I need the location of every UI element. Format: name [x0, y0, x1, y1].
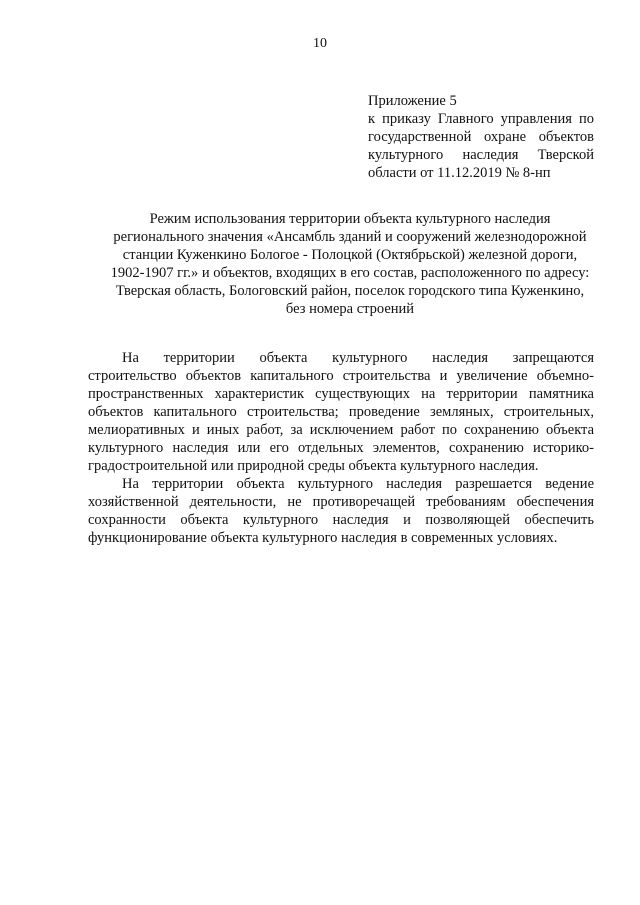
title-line: регионального значения «Ансамбль зданий и сооружений железнодорожной — [113, 229, 587, 245]
document-title — [80, 210, 620, 318]
paragraph-prohibitions — [88, 349, 594, 475]
appendix-line: области от 11.12.2019 № 8-нп — [368, 165, 551, 181]
body-line: сохранности объекта культурного наследия и позволяющей обеспечить — [88, 512, 594, 528]
body-line: объектов капитального строительства; проведение земляных, строительных, — [88, 404, 594, 420]
body-line: функционирование объекта культурного наследия в современных условиях. — [88, 530, 558, 546]
body-line: градостроительной или природной среды объекта культурного наследия. — [88, 458, 539, 474]
title-line: станции Куженкино Бологое - Полоцкой (Октябрьской) железной дороги, — [122, 247, 578, 263]
document-body — [88, 349, 594, 547]
appendix-line: к приказу Главного управления по — [368, 111, 594, 127]
body-line: строительство объектов капитального строительства и увеличение объемно- — [88, 368, 594, 384]
body-line: На территории объекта культурного наследия разрешается ведение — [122, 476, 594, 492]
title-line: Тверская область, Бологовский район, поселок городского типа Куженкино, — [115, 283, 585, 299]
body-line: хозяйственной деятельности, не противоречащей требованиям обеспечения — [88, 494, 594, 510]
appendix-line: культурного наследия Тверской — [368, 147, 594, 163]
title-line: без номера строений — [285, 301, 415, 317]
body-line: На территории объекта культурного наследия запрещаются — [122, 350, 594, 366]
paragraph-permissions — [88, 475, 594, 547]
appendix-line: Приложение 5 — [368, 93, 457, 109]
body-line: культурного наследия или его отдельных элементов, сохранению историко- — [88, 440, 594, 456]
title-line: Режим использования территории объекта культурного наследия — [149, 211, 551, 227]
page-number: 10 — [313, 36, 327, 51]
body-line: пространственных характеристик существующих на территории памятника — [88, 386, 594, 402]
body-line: мелиоративных и иных работ, за исключением работ по сохранению объекта — [88, 422, 594, 438]
title-line: 1902-1907 гг.» и объектов, входящих в его состав, расположенного по адресу: — [110, 265, 590, 281]
appendix-line: государственной охране объектов — [368, 129, 594, 145]
appendix-header — [368, 92, 594, 182]
